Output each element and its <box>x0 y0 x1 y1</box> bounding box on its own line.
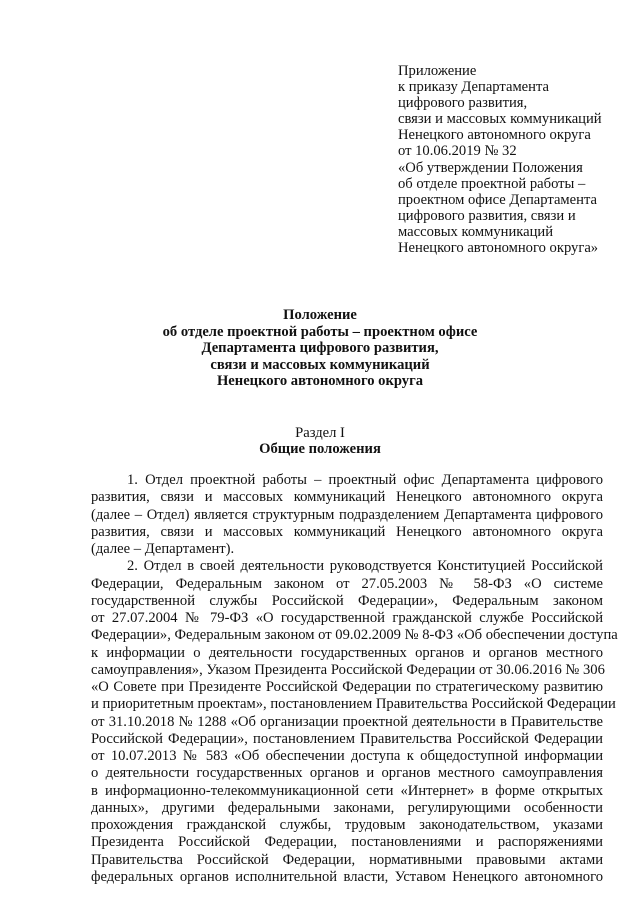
appendix-line: связи и массовых коммуникаций <box>398 111 602 128</box>
appendix-line: проектном офисе Департамента <box>398 191 597 208</box>
appendix-line: об отделе проектной работы – <box>398 175 586 192</box>
paragraph-line: 2. Отдел в своей деятельности руководствуется Конституцией Российской <box>127 558 603 575</box>
paragraph-line: федеральных органов исполнительной власти, Уставом Ненецкого автономного <box>91 868 603 885</box>
paragraph-line: Российской Федерации», постановлением Правительства Российской Федерации <box>91 730 603 747</box>
paragraph-1 <box>91 472 603 558</box>
paragraph-line: о деятельности государственных органов и органов местного самоуправления <box>91 765 603 782</box>
appendix-line: от 10.06.2019 № 32 <box>398 143 517 160</box>
appendix-block <box>398 63 628 256</box>
paragraph-line: (далее – Департамент). <box>91 541 235 557</box>
appendix-line: к приказу Департамента <box>398 79 549 96</box>
paragraph-line: государственной службы Российской Федерации», Федеральным законом <box>91 592 603 609</box>
document-title-line: Ненецкого автономного округа <box>216 373 424 390</box>
document-body <box>91 472 618 886</box>
paragraph-line: от 27.07.2004 № 79-ФЗ «О государственной гражданской службе Российской <box>91 610 603 626</box>
appendix-line: Ненецкого автономного округа» <box>398 240 599 257</box>
document-title-line: об отделе проектной работы – проектном офисе <box>162 323 478 340</box>
document-title-line: Положение <box>283 307 357 323</box>
paragraph-line: от 31.10.2018 № 1288 «Об организации проектной деятельности в Правительстве <box>91 713 603 730</box>
paragraph-line: Федерации», Федеральным законом от 09.02.2009 № 8-ФЗ «Об обеспечении доступа <box>91 627 618 644</box>
appendix-line: «Об утверждении Положения <box>398 159 583 176</box>
paragraph-line: «О Совете при Президенте Российской Федерации по стратегическому развитию <box>91 679 603 695</box>
paragraph-line: прохождения гражданской службы, трудовым законодательством, указами <box>91 817 603 833</box>
paragraph-line: Президента Российской Федерации, постановлениями и распоряжениями <box>91 834 603 851</box>
paragraph-line: развития, связи и массовых коммуникаций Ненецкого автономного округа <box>91 489 603 506</box>
paragraph-line: Правительства Российской Федерации, нормативными правовыми актами <box>91 851 603 868</box>
document-title-line: связи и массовых коммуникаций <box>210 356 430 373</box>
appendix-line: цифрового развития, связи и <box>398 207 576 224</box>
section-number: Раздел I <box>295 425 345 441</box>
paragraph-line: развития, связи и массовых коммуникаций Ненецкого автономного округа <box>91 523 603 540</box>
paragraph-line: самоуправления», Указом Президента Российской Федерации от 30.06.2016 № 306 <box>91 661 605 678</box>
appendix-line: Приложение <box>398 63 477 79</box>
paragraph-line: данных», другими федеральными законами, регулирующими особенности <box>91 799 603 816</box>
paragraph-line: к информации о деятельности государственных органов и органов местного <box>91 644 603 661</box>
paragraph-line: 1. Отдел проектной работы – проектный офис Департамента цифрового <box>127 472 603 488</box>
paragraph-line: (далее – Отдел) является структурным подразделением Департамента цифрового <box>91 506 603 523</box>
appendix-line: цифрового развития, <box>398 95 528 112</box>
appendix-line: Ненецкого автономного округа <box>398 127 591 144</box>
paragraph-line: в информационно-телекоммуникационной сети «Интернет» в форме открытых <box>91 782 603 799</box>
section-title: Общие положения <box>259 441 381 457</box>
paragraph-line: от 10.07.2013 № 583 «Об обеспечении доступа к общедоступной информации <box>91 748 603 764</box>
document-title-line: Департамента цифрового развития, <box>201 340 439 357</box>
document-title <box>100 307 540 390</box>
paragraph-2 <box>91 558 618 886</box>
appendix-line: массовых коммуникаций <box>398 223 554 240</box>
paragraph-line: и приоритетным проектам», постановлением Правительства Российской Федерации <box>91 696 616 713</box>
paragraph-line: Федерации, Федеральным законом от 27.05.2003 № 58-ФЗ «О системе <box>91 575 603 592</box>
